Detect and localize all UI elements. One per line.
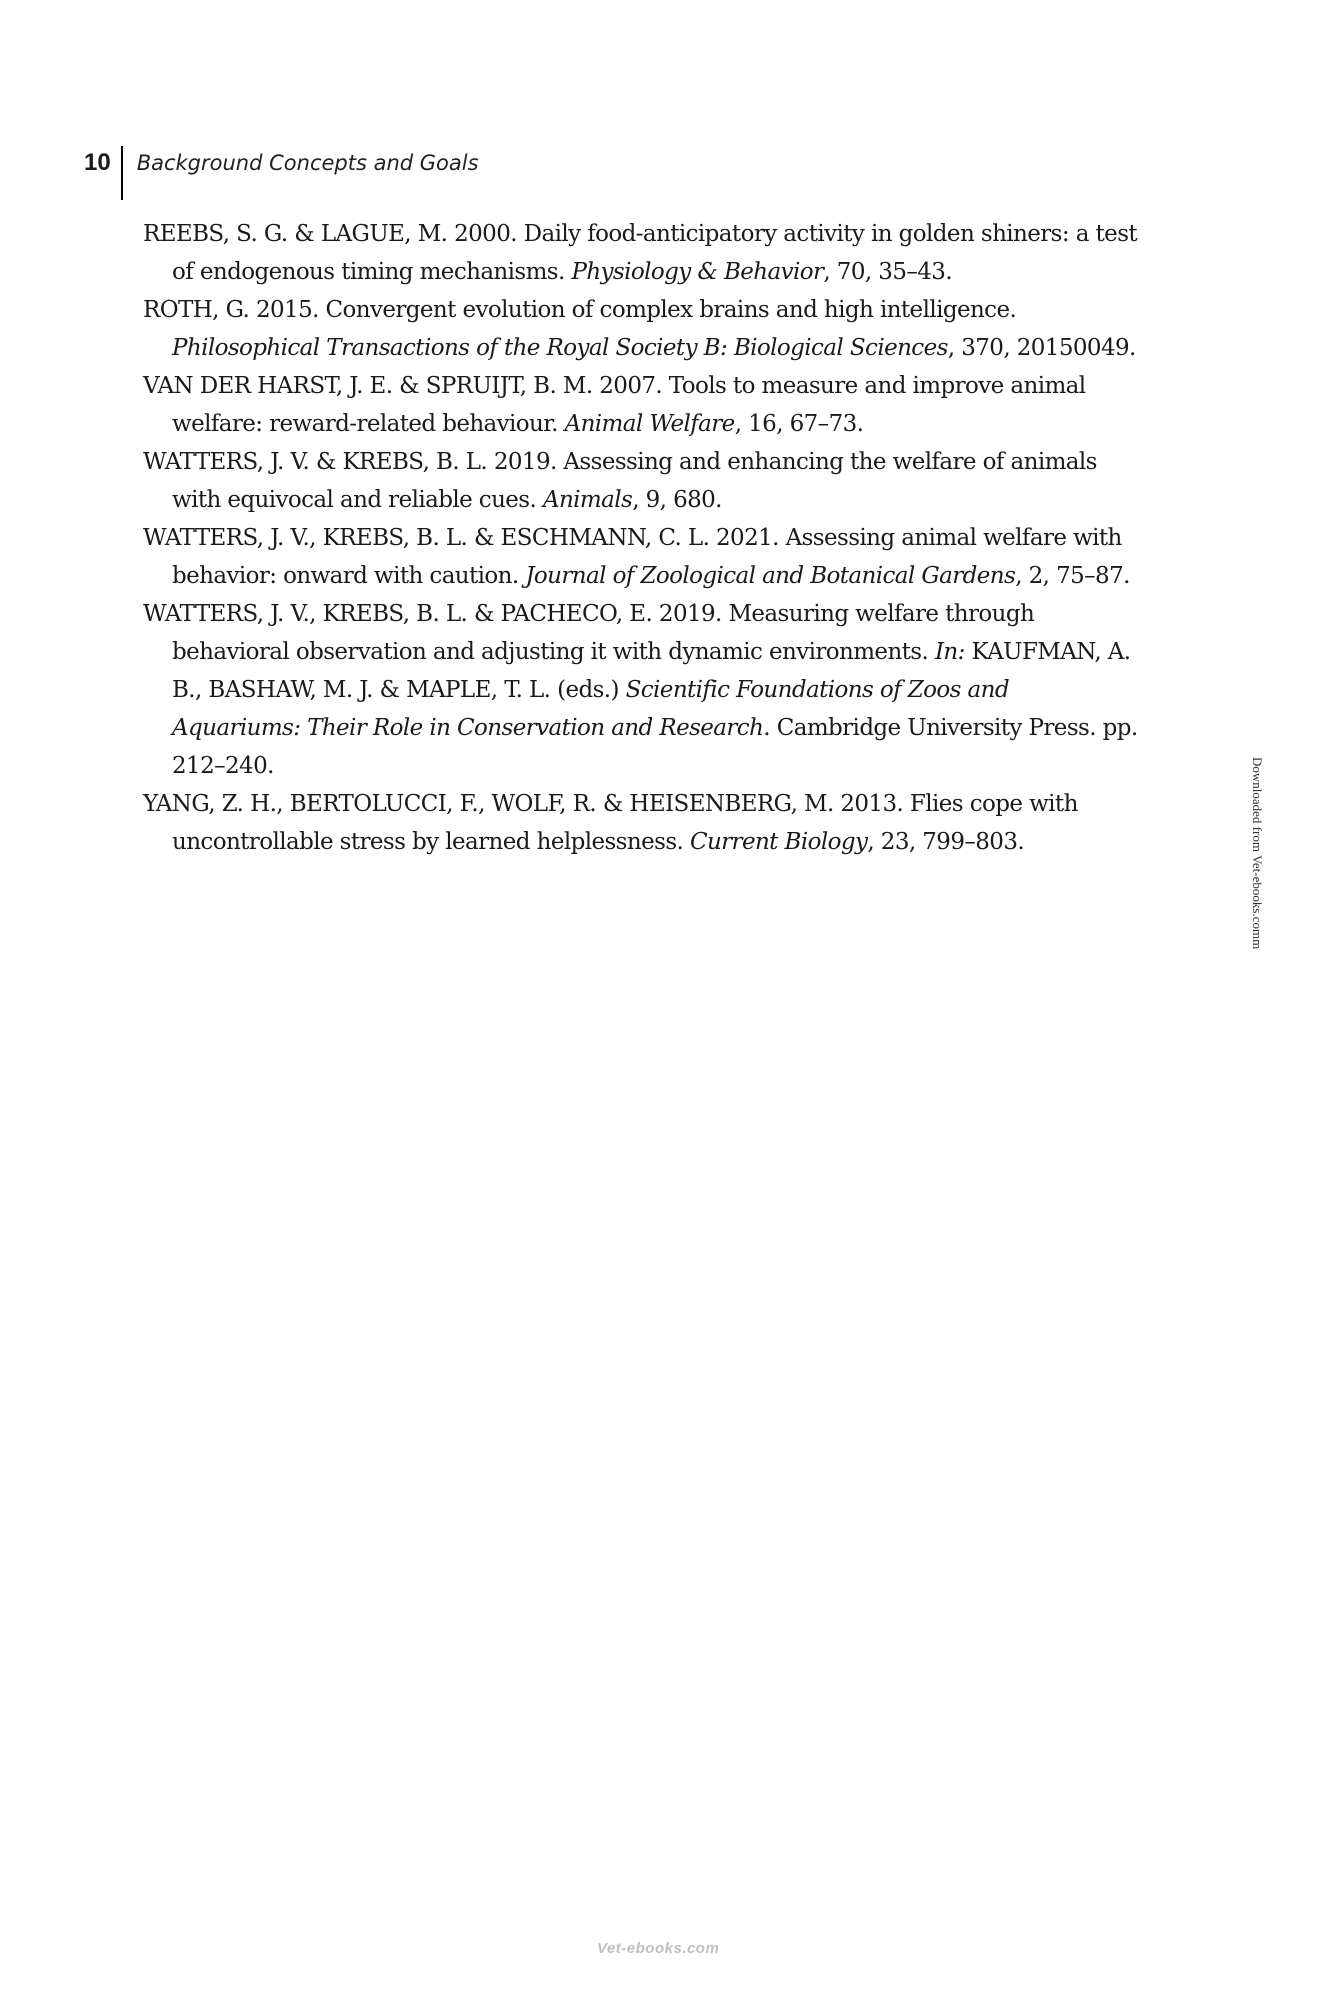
journal-title: Current Biology: [689, 829, 868, 855]
journal-title: Animals: [542, 487, 633, 513]
reference-entry: [143, 215, 1143, 291]
reference-details: , 370, 20150049.: [947, 335, 1136, 361]
reference-text: ROTH, G. 2015. Convergent evolution of complex brains and high intelligence.: [143, 297, 1017, 323]
reference-details: , 70, 35–43.: [823, 259, 953, 285]
reference-text: REEBS, S. G. & LAGUE, M. 2000. Daily food-anticipatory activity in golden shiners: a test of endogenous timing mechanisms.: [143, 221, 1138, 285]
reference-entry: [143, 367, 1143, 443]
download-watermark: Downloaded from Vet-ebooks.comm: [1250, 757, 1265, 950]
reference-text: WATTERS, J. V., KREBS, B. L. & PACHECO, E. 2019. Measuring welfare through behavioral observation and adjusting it with dynamic environments.: [143, 601, 1035, 665]
page-header: [84, 146, 479, 200]
reference-entry: [143, 519, 1143, 595]
journal-title: Animal Welfare: [564, 411, 735, 437]
reference-details: , 9, 680.: [632, 487, 722, 513]
reference-text: VAN DER HARST, J. E. & SPRUIJT, B. M. 2007. Tools to measure and improve animal welfare: reward-related behaviour.: [143, 373, 1086, 437]
reference-text: WATTERS, J. V., KREBS, B. L. & ESCHMANN, C. L. 2021. Assessing animal welfare with behavior: onward with caution.: [143, 525, 1122, 589]
in-label: In:: [934, 639, 965, 665]
reference-list: [143, 215, 1143, 861]
reference-entry: [143, 595, 1143, 785]
editors-text: KAUFMAN, A. B., BASHAW, M. J. & MAPLE, T. L. (eds.): [172, 639, 1131, 703]
running-head: Background Concepts and Goals: [136, 151, 479, 175]
reference-text: YANG, Z. H., BERTOLUCCI, F., WOLF, R. & HEISENBERG, M. 2013. Flies cope with uncontrollable stress by learned helplessness.: [143, 791, 1078, 855]
journal-title: Physiology & Behavior: [571, 259, 824, 285]
page-number: 10: [84, 149, 111, 176]
reference-details: , 16, 67–73.: [734, 411, 864, 437]
journal-title: Philosophical Transactions of the Royal Society B: Biological Sciences: [172, 335, 948, 361]
reference-details: . Cambridge University Press. pp. 212–240.: [172, 715, 1138, 779]
book-title: Scientific Foundations of Zoos and Aquariums: Their Role in Conservation and Research: [172, 677, 1009, 741]
reference-entry: [143, 785, 1143, 861]
reference-entry: [143, 291, 1143, 367]
reference-text: WATTERS, J. V. & KREBS, B. L. 2019. Assessing and enhancing the welfare of animals with equivocal and reliable cues.: [143, 449, 1097, 513]
journal-title: Journal of Zoological and Botanical Gardens: [525, 563, 1016, 589]
footer-logo: Vet-ebooks.com: [597, 1940, 720, 1957]
reference-details: , 2, 75–87.: [1015, 563, 1130, 589]
reference-entry: [143, 443, 1143, 519]
reference-details: , 23, 799–803.: [867, 829, 1025, 855]
